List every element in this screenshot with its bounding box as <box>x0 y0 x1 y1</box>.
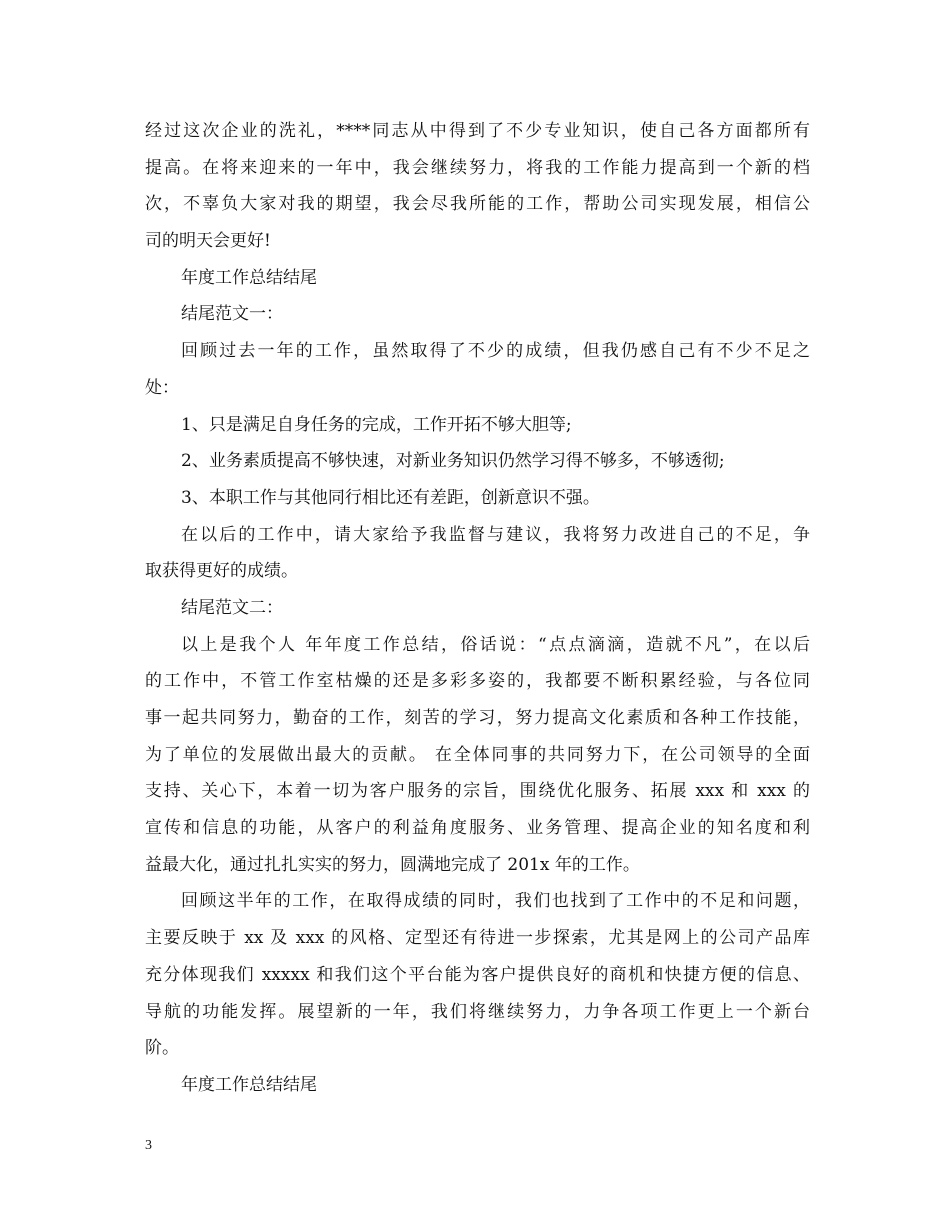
page-number: 3 <box>145 1138 152 1153</box>
section-heading: 年度工作总结结尾 <box>181 1074 317 1095</box>
paragraph-line: 以上是我个人 年年度工作总结，俗话说：“点点滴滴，造就不凡”，在以后 <box>181 634 810 655</box>
paragraph-line: 事一起共同努力，勤奋的工作，刻苦的学习，努力提高文化素质和各种工作技能， <box>145 708 810 728</box>
paragraph-line: 在以后的工作中，请大家给予我监督与建议，我将努力改进自己的不足，争 <box>181 524 810 545</box>
subsection-heading: 结尾范文二： <box>181 597 283 618</box>
paragraph-line: 充分体现我们 xxxxx 和我们这个平台能为客户提供良好的商机和快捷方便的信息、 <box>145 964 810 985</box>
paragraph-line: 司的明天会更好! <box>145 231 271 252</box>
paragraph-line: 处： <box>145 377 179 398</box>
paragraph-line: 阶。 <box>145 1038 179 1059</box>
paragraph-line: 次，不辜负大家对我的期望，我会尽我所能的工作，帮助公司实现发展，相信公 <box>145 194 810 215</box>
section-heading: 年度工作总结结尾 <box>181 267 317 288</box>
paragraph-line: 提高。在将来迎来的一年中，我会继续努力，将我的工作能力提高到一个新的档 <box>145 157 810 178</box>
paragraph-line: 益最大化，通过扎扎实实的努力，圆满地完成了 201x 年的工作。 <box>145 854 640 875</box>
paragraph-line: 为了单位的发展做出最大的贡献。 在全体同事的共同努力下，在公司领导的全面 <box>145 744 810 765</box>
list-item: 2、业务素质提高不够快速，对新业务知识仍然学习得不够多，不够透彻; <box>181 451 725 472</box>
paragraph-line: 导航的功能发挥。展望新的一年，我们将继续努力，力争各项工作更上一个新台 <box>145 1001 810 1022</box>
document-body <box>145 113 810 1104</box>
paragraph-line: 宣传和信息的功能，从客户的利益角度服务、业务管理、提高企业的知名度和利 <box>145 818 810 839</box>
paragraph-line: 回顾这半年的工作，在取得成绩的同时，我们也找到了工作中的不足和问题， <box>181 891 810 912</box>
paragraph-line: 的工作中，不管工作室枯燥的还是多彩多姿的，我都要不断积累经验，与各位同 <box>145 671 810 692</box>
paragraph-line: 回顾过去一年的工作，虽然取得了不少的成绩，但我仍感自己有不少不足之 <box>181 341 810 362</box>
list-item: 3、本职工作与其他同行相比还有差距，创新意识不强。 <box>181 487 600 508</box>
subsection-heading: 结尾范文一： <box>181 304 283 325</box>
paragraph-line: 主要反映于 xx 及 xxx 的风格、定型还有待进一步探索，尤其是网上的公司产品库 <box>145 928 810 949</box>
paragraph-line: 取获得更好的成绩。 <box>145 561 298 582</box>
paragraph-line: 经过这次企业的洗礼，****同志从中得到了不少专业知识，使自己各方面都所有 <box>145 121 810 141</box>
list-item: 1、只是满足自身任务的完成，工作开拓不够大胆等; <box>181 414 572 435</box>
paragraph-line: 支持、关心下，本着一切为客户服务的宗旨，围绕优化服务、拓展 xxx 和 xxx 的 <box>145 781 810 802</box>
